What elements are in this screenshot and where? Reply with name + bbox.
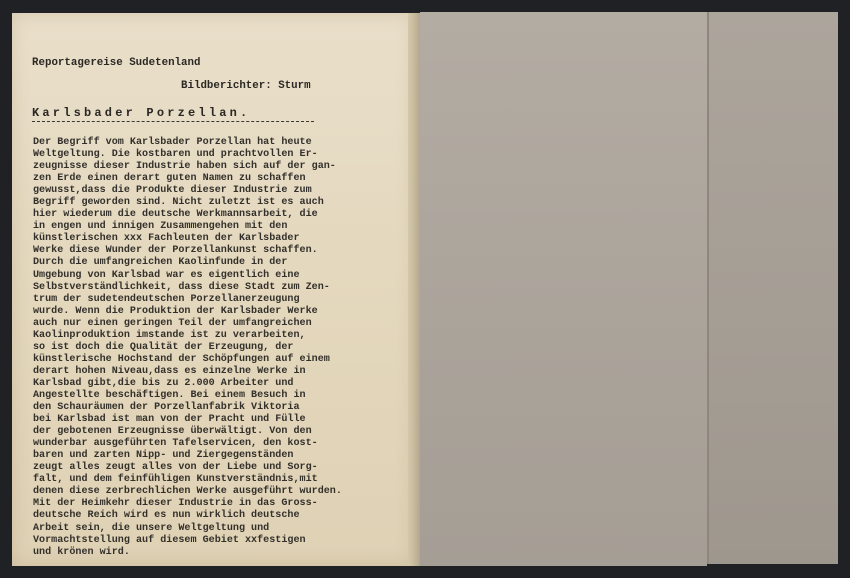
body-line: Arbeit sein, die unsere Weltgeltung und: [33, 522, 270, 534]
blank-backing-flap: [707, 12, 838, 564]
body-line: denen diese zerbrechlichen Werke ausgeführt wurden.: [33, 486, 342, 498]
body-line: Angestellte beschäftigen. Bei einem Besuch in: [33, 389, 306, 401]
body-line: Mit der Heimkehr dieser Industrie in das Gross-: [33, 498, 318, 510]
body-line: bei Karlsbad ist man von der Pracht und Fülle: [33, 414, 306, 426]
body-text: [33, 137, 403, 559]
body-line: der gebotenen Erzeugnisse überwältigt. Von den: [33, 426, 312, 438]
body-line: falt, und dem feinfühligen Kunstverständnis,mit: [33, 474, 318, 486]
header-series: Reportagereise Sudetenland: [32, 57, 201, 69]
body-line: zen Erde einen derart guten Namen zu schaffen: [33, 173, 306, 185]
title-underline: [32, 121, 314, 122]
body-line: und krönen wird.: [33, 546, 130, 558]
body-line: hier wiederum die deutsche Werkmannsarbeit, die: [33, 209, 318, 221]
body-line: gewusst,dass die Produkte dieser Industrie zum: [33, 185, 312, 197]
body-line: zeugt alles zeugt alles von der Liebe und Sorg-: [33, 462, 318, 474]
body-line: trum der sudetendeutschen Porzellanerzeugung: [33, 293, 300, 305]
body-line: Selbstverständlichkeit, dass diese Stadt zum Zen-: [33, 281, 330, 293]
body-line: wurde. Wenn die Produktion der Karlsbader Werke: [33, 305, 318, 317]
body-line: baren und zarten Nipp- und Ziergegenständen: [33, 450, 294, 462]
body-line: zeugnisse dieser Industrie haben sich auf der gan-: [33, 161, 336, 173]
body-line: Umgebung von Karlsbad war es eigentlich eine: [33, 269, 300, 281]
body-line: Der Begriff vom Karlsbader Porzellan hat heute: [33, 137, 312, 148]
body-line: Vormachtstellung auf diesem Gebiet xxfestigen: [33, 534, 306, 546]
blank-backing-sheet: [420, 12, 707, 566]
body-line: in engen und innigen Zusammengehen mit den: [33, 221, 288, 233]
body-line: Werke diese Wunder der Porzellankunst schaffen.: [33, 245, 318, 257]
body-line: künstlerischen xxx Fachleuten der Karlsbader: [33, 233, 300, 245]
header-photographer: Bildberichter: Sturm: [181, 80, 311, 92]
body-line: auch nur einen geringen Teil der umfangreichen: [33, 317, 312, 329]
body-line: den Schauräumen der Porzellanfabrik Viktoria: [33, 402, 300, 414]
body-line: Begriff geworden sind. Nicht zuletzt ist es auch: [33, 197, 324, 209]
body-line: so ist doch die Qualität der Erzeugung, der: [33, 341, 294, 353]
body-line: Kaolinproduktion imstande ist zu verarbeiten,: [33, 329, 306, 341]
body-line: derart hohen Niveau,dass es einzelne Werke in: [33, 365, 306, 377]
document-title: Karlsbader Porzellan.: [32, 106, 251, 120]
body-line: Durch die umfangreichen Kaolinfunde in der: [33, 257, 288, 269]
body-line: künstlerische Hochstand der Schöpfungen auf einem: [33, 353, 330, 365]
body-line: deutsche Reich wird es nun wirklich deutsche: [33, 510, 300, 522]
body-line: Weltgeltung. Die kostbaren und prachtvollen Er-: [33, 149, 318, 161]
body-line: wunderbar ausgeführten Tafelservicen, den kost-: [33, 438, 318, 450]
body-line: Karlsbad gibt,die bis zu 2.000 Arbeiter und: [33, 377, 294, 389]
sheet-fold: [408, 13, 420, 566]
